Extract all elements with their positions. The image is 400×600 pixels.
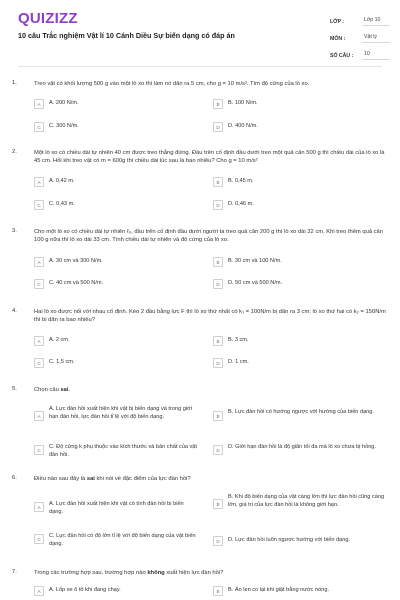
header-divider: [18, 66, 382, 67]
question-text: Một lò xo có chiều dài tự nhiên 40 cm được treo thẳng đứng. Đầu trên cố định đầu dưới treo một quả cân 500 g thì chiều dài của lò xo là 45 cm. Hỏi khi treo vật có m = 600g thì chiều dài lúc sau là bao nhiêu? Cho g = 10 m/s²: [34, 150, 385, 165]
option-text: C. Độ cứng k phụ thuộc vào kích thước và bản chất của vật đàn hồi.: [49, 444, 197, 458]
option-letter-box: A: [34, 586, 44, 596]
option-letter-box: A: [34, 257, 44, 267]
option-text: B. Lực đàn hồi có hướng ngược với hướng của biến dạng.: [228, 409, 374, 415]
option-text: D. 0,46 m.: [228, 201, 254, 207]
option-text: D. 400 N/m.: [228, 123, 258, 129]
option-d[interactable]: [213, 122, 393, 132]
question-text: [34, 569, 386, 577]
option-text: A. 0,42 m.: [49, 178, 75, 184]
quizizz-logo: QUIZIZZ: [18, 10, 78, 27]
option-text: A. 2 cm.: [49, 337, 70, 343]
option-letter-box: C: [34, 122, 44, 132]
option-letter-box: B: [213, 99, 223, 109]
option-text: B. 30 cm và 100 N/m.: [228, 258, 282, 264]
question-text: Cho một lò xo có chiều dài tự nhiên ℓ₀, đầu trên cố định đầu dưới người ta treo quả cân 200 g thì lò xo dài 32 cm. Khi treo thêm quả cân 100 g nữa thì lò xo dài 33 cm. Tính chiều dài tự nhiên và độ cứng của lò xo.: [34, 229, 383, 244]
option-letter-box: A: [34, 336, 44, 346]
option-a[interactable]: [34, 586, 214, 596]
option-text: B. 0,45 m.: [228, 178, 254, 184]
question-number: 2.: [12, 149, 17, 155]
option-b[interactable]: [213, 493, 393, 509]
option-b[interactable]: [213, 586, 393, 596]
question-text-part: khi nói về đặc điểm của lực đàn hồi?: [94, 476, 191, 482]
option-letter-box: B: [213, 177, 223, 187]
question-number: 3.: [12, 228, 17, 234]
option-b[interactable]: [213, 257, 393, 267]
option-d[interactable]: [213, 536, 393, 546]
option-letter-box: A: [34, 99, 44, 109]
option-letter-box: B: [213, 336, 223, 346]
meta-class-label: LỚP :: [330, 18, 345, 25]
option-letter-box: D: [213, 536, 223, 546]
option-letter-box: D: [213, 122, 223, 132]
option-text: D. 1 cm.: [228, 359, 249, 365]
meta-count: [330, 47, 390, 64]
option-letter-box: A: [34, 411, 44, 421]
question-text: [34, 386, 386, 394]
option-c[interactable]: [34, 279, 214, 289]
option-b[interactable]: [213, 336, 393, 346]
option-a[interactable]: [34, 336, 214, 346]
option-text: C. 40 cm và 500 N/m.: [49, 280, 104, 286]
option-text: C. Lực đàn hồi có độ lớn tỉ lệ với độ biến dạng của vật biến dạng.: [49, 533, 196, 547]
question-text-part: Chọn câu: [34, 387, 61, 393]
option-letter-box: B: [213, 586, 223, 596]
option-letter-box: A: [34, 502, 44, 512]
header: [0, 0, 400, 64]
question-text-part: xuất hiện lực đàn hồi?: [164, 570, 224, 576]
option-text: B. Áo len co lại khi giặt bằng nước nóng.: [228, 587, 330, 593]
option-d[interactable]: [213, 279, 393, 289]
question-number: 5.: [12, 386, 17, 392]
option-c[interactable]: [34, 200, 214, 210]
option-c[interactable]: [34, 358, 214, 368]
option-letter-box: D: [213, 200, 223, 210]
question-text-part: Trong các trường hợp sau, trường hợp nào: [34, 570, 148, 576]
meta-count-label: SỐ CÂU :: [330, 52, 354, 59]
option-letter-box: D: [213, 445, 223, 455]
option-letter-box: D: [213, 358, 223, 368]
option-letter-box: C: [34, 358, 44, 368]
meta-subject-label: MÔN :: [330, 35, 346, 42]
meta-class-value: Lớp 10: [362, 17, 390, 26]
option-text: C. 1,5 cm.: [49, 359, 75, 365]
question-text: Treo vật có khối lượng 500 g vào một lò xo thì làm nó dãn ra 5 cm, cho g = 10 m/s². Tìm độ cứng của lò xo.: [34, 81, 310, 87]
question-text-emphasis: sai: [86, 476, 95, 482]
option-d[interactable]: [213, 443, 393, 455]
meta-info: [330, 13, 390, 64]
option-text: B. 100 N/m.: [228, 100, 258, 106]
option-c[interactable]: [34, 122, 214, 132]
option-a[interactable]: [34, 405, 214, 421]
option-letter-box: C: [34, 200, 44, 210]
question-number: 7.: [12, 569, 17, 575]
meta-subject-value: Vật lý: [362, 34, 390, 43]
option-text: A. Lực đàn hồi xuất hiện khi vật có tính đàn hồi bị biến dạng.: [49, 501, 184, 515]
meta-count-value: 10: [362, 51, 390, 60]
option-letter-box: C: [34, 279, 44, 289]
option-a[interactable]: [34, 99, 214, 109]
question-number: 6.: [12, 475, 17, 481]
meta-subject: [330, 30, 390, 47]
option-text: D. 50 cm và 500 N/m.: [228, 280, 283, 286]
option-text: A. 30 cm và 300 N/m.: [49, 258, 103, 264]
option-a[interactable]: [34, 177, 214, 187]
option-text: D. Lực đàn hồi luôn ngược hướng với biến dạng.: [228, 537, 351, 543]
option-text: C. 0,43 m.: [49, 201, 75, 207]
question-text-part: .: [68, 387, 71, 393]
question-text: [34, 475, 386, 483]
option-b[interactable]: [213, 99, 393, 109]
option-text: A. Lốp xe ô tô khi đang chạy.: [49, 587, 121, 593]
option-text: B. Khi độ biến dạng của vật càng lớn thì lực đàn hồi cũng càng lớn, giá trị của lực đàn hồi là không giới hạn.: [228, 494, 385, 508]
option-text: B. 3 cm.: [228, 337, 249, 343]
option-a[interactable]: [34, 257, 214, 267]
meta-class: [330, 13, 390, 30]
option-text: A. Lực đàn hồi xuất hiện khi vật bị biến dạng và trong giới hạn đàn hồi, lực đàn hồi tỉ lệ với độ biến dạng.: [49, 406, 192, 420]
option-letter-box: B: [213, 257, 223, 267]
option-b[interactable]: [213, 408, 393, 421]
option-text: A. 200 N/m.: [49, 100, 79, 106]
option-d[interactable]: [213, 200, 393, 210]
option-letter-box: C: [34, 534, 44, 544]
option-c[interactable]: [34, 443, 214, 459]
option-letter-box: C: [34, 445, 44, 455]
question-number: 1.: [12, 80, 17, 86]
option-c[interactable]: [34, 532, 214, 548]
question-text-emphasis: không: [147, 570, 165, 576]
option-a[interactable]: [34, 500, 214, 516]
page-title: 10 câu Trắc nghiệm Vật lí 10 Cánh Diều Sự biến dạng có đáp án: [18, 31, 235, 40]
option-letter-box: D: [213, 279, 223, 289]
option-d[interactable]: [213, 358, 393, 368]
question-number: 4.: [12, 308, 17, 314]
option-text: D. Giới hạn đàn hồi là độ giãn tối đa mà lò xo chưa bị hỏng.: [228, 444, 376, 450]
question-text: Hai lò xo được nối với nhau cố định. Kéo 2 đầu bằng lực F thì lò xo thứ nhất có k₁ = 100N/m bị dãn ra 3 cm; lò xo thứ hai có k₂ = 150N/m thì bị dãn ra bao nhiêu?: [34, 309, 386, 324]
question-text-part: Điều nào sau đây là: [34, 476, 87, 482]
option-b[interactable]: [213, 177, 393, 187]
option-letter-box: B: [213, 411, 223, 421]
option-text: C. 300 N/m.: [49, 123, 79, 129]
option-letter-box: A: [34, 177, 44, 187]
question-text-emphasis: sai: [60, 387, 69, 393]
option-letter-box: B: [213, 499, 223, 509]
